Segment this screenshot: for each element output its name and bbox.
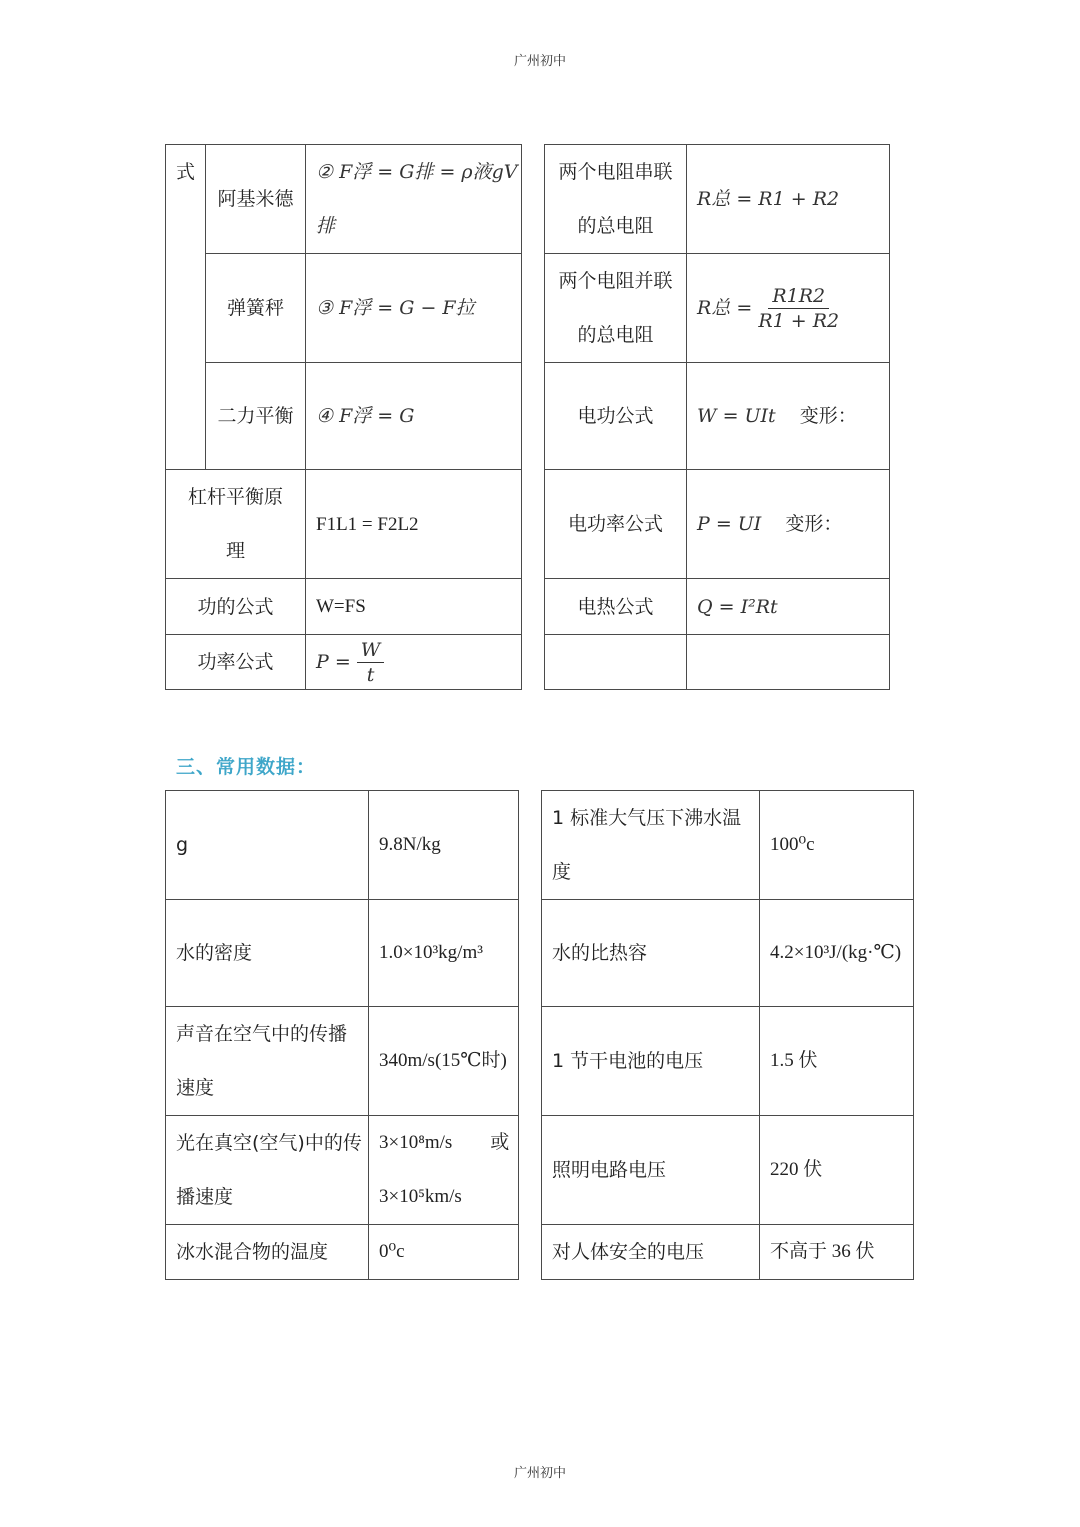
empty-cell [687, 635, 890, 690]
data-name-cell: 冰水混合物的温度 [166, 1225, 369, 1280]
electric-power-label: 电功率公式 [545, 470, 687, 579]
two-force-balance-formula: ④ F浮 = G [316, 405, 415, 427]
data-value-cell: 1.0×10³kg/m³ [369, 900, 519, 1007]
series-resistance-formula: R总 = R1 + R2 [697, 188, 840, 210]
table-row [166, 791, 914, 900]
work-formula: W=FS [316, 596, 366, 617]
electric-work-variant: 变形： [799, 405, 857, 427]
series-resistance-label: 两个电阻串联的总电阻 [545, 145, 687, 254]
data-name-cell: g [166, 791, 369, 900]
column-gap [522, 145, 545, 690]
electric-power-variant: 变形： [785, 513, 843, 535]
section-title: 三、常用数据： [176, 756, 317, 778]
empty-cell [545, 635, 687, 690]
data-name-cell: 对人体安全的电压 [542, 1225, 760, 1280]
column-gap [519, 791, 542, 1280]
data-name-cell: 照明电路电压 [542, 1116, 760, 1225]
electric-work-label: 电功公式 [545, 363, 687, 470]
page-footer: 广州初中 [513, 1466, 566, 1481]
data-value-cell: 1.5 伏 [760, 1007, 914, 1116]
data-value-cell: 4.2×10³J/(kg·℃) [760, 900, 914, 1007]
work-formula-label: 功的公式 [166, 579, 306, 635]
data-name-cell: 水的密度 [166, 900, 369, 1007]
parallel-resistance-numerator: R1R2 [768, 284, 829, 309]
parallel-resistance-lhs: R总 = [697, 297, 753, 319]
power-formula-numerator: W [357, 638, 385, 663]
data-value-cell: 3×10⁸m/s 或 3×10⁵km/s [369, 1116, 519, 1225]
parallel-resistance-label: 两个电阻并联的总电阻 [545, 254, 687, 363]
archimedes-label: 阿基米德 [206, 145, 306, 254]
spring-scale-label: 弹簧秤 [206, 254, 306, 363]
lever-principle-label: 杠杆平衡原理 [166, 470, 306, 579]
data-name-cell: 1 节干电池的电压 [542, 1007, 760, 1116]
parallel-resistance-fraction [758, 284, 839, 333]
parallel-resistance-denominator: R1 + R2 [758, 310, 840, 332]
data-value-cell: 220 伏 [760, 1116, 914, 1225]
formula-category-cell: 式 [166, 145, 206, 470]
data-value-cell: 0⁰c [369, 1225, 519, 1280]
electric-power-formula: P = UI [697, 513, 762, 535]
lever-principle-formula: F1L1 = F2L2 [316, 513, 419, 535]
electric-heat-formula: Q = I²Rt [697, 595, 778, 618]
formula-table [165, 144, 890, 690]
power-formula-fraction [357, 638, 385, 687]
data-name-cell: 1 标准大气压下沸水温度 [542, 791, 760, 900]
power-formula-label: 功率公式 [166, 635, 306, 690]
archimedes-formula: ② F浮 = G排 = ρ液gV排 [316, 161, 518, 237]
data-value-cell: 9.8N/kg [369, 791, 519, 900]
data-name-cell: 声音在空气中的传播速度 [166, 1007, 369, 1116]
electric-heat-label: 电热公式 [545, 579, 687, 635]
page-header: 广州初中 [513, 54, 566, 69]
data-value-cell: 100⁰c [760, 791, 914, 900]
data-name-cell: 水的比热容 [542, 900, 760, 1007]
formula-row-archimedes [166, 145, 890, 254]
power-formula-denominator: t [366, 664, 375, 686]
common-data-table [165, 790, 914, 1280]
data-name-cell: 光在真空(空气)中的传播速度 [166, 1116, 369, 1225]
two-force-balance-label: 二力平衡 [206, 363, 306, 470]
spring-scale-formula: ③ F浮 = G − F拉 [316, 297, 475, 319]
power-formula-lhs: P = [316, 651, 351, 673]
data-value-cell: 不高于 36 伏 [760, 1225, 914, 1280]
electric-work-formula: W = UIt [697, 405, 776, 427]
data-value-cell: 340m/s(15℃时) [369, 1007, 519, 1116]
